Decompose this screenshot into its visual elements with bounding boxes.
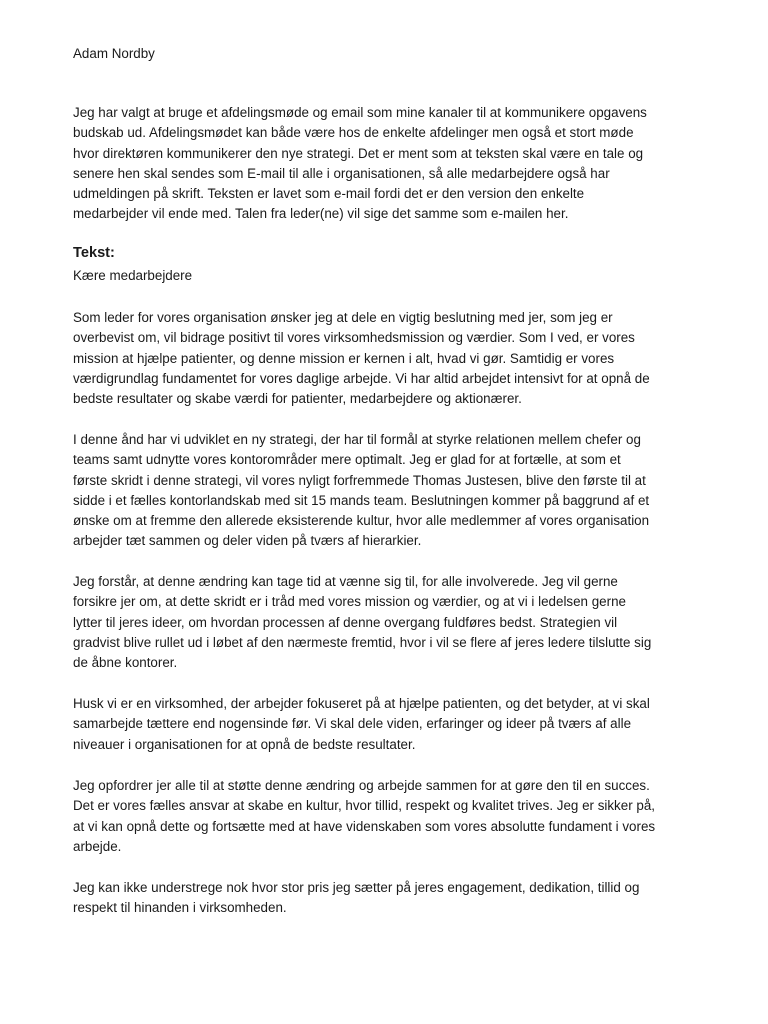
intro-paragraph: Jeg har valgt at bruge et afdelingsmøde og email som mine kanaler til at kommunikere opgavens budskab ud. Afdelingsmødet kan både være hos de enkelte afdelinger men også et stort møde hvor direktøren kommunikerer den nye strategi. Det er ment som at teksten skal være en tale og senere hen skal sendes som E-mail til alle i organisationen, så alle medarbejdere også har udmeldingen på skrift. Teksten er lavet som e-mail fordi det er den version den enkelte medarbejder vil ende med. Talen fra leder(ne) vil sige det samme som e-mailen her. bbox=[73, 105, 647, 222]
body-paragraph-4: Husk vi er en virksomhed, der arbejder fokuseret på at hjælpe patienten, og det betyder, at vi skal samarbejde tættere end nogensinde før. Vi skal dele viden, erfaringer og ideer på tværs af alle niveauer i organisationen for at opnå de bedste resultater. bbox=[73, 696, 650, 752]
body-paragraph-1: Som leder for vores organisation ønsker jeg at dele en vigtig beslutning med jer, som jeg er overbevist om, vil bidrage positivt til vores virksomhedsmission og værdier. Som I ved, er vores mission at hjælpe patienter, og denne mission er kernen i alt, hvad vi gør. Samtidig er vores værdigrundlag fundamentet for vores daglige arbejde. Vi har altid arbejdet intensivt for at opnå de bedste resultater og skabe værdi for patienter, medarbejdere og aktionærer. bbox=[73, 310, 650, 407]
section-heading: Tekst: bbox=[73, 245, 115, 261]
body-paragraph-6: Jeg kan ikke understrege nok hvor stor pris jeg sætter på jeres engagement, dedikation, tillid og respekt til hinanden i virksomheden. bbox=[73, 880, 640, 916]
body-paragraph-3: Jeg forstår, at denne ændring kan tage tid at vænne sig til, for alle involverede. Jeg vil gerne forsikre jer om, at dette skridt er i tråd med vores mission og værdier, og at vi i ledelsen gerne lytter til jeres ideer, om hvordan processen af denne overgang fuldføres bedst. Strategien vil gradvist blive rullet ud i løbet af den nærmeste fremtid, hvor i vil se flere af jeres ledere tilslutte sig de åbne kontorer. bbox=[73, 574, 652, 671]
salutation: Kære medarbejdere bbox=[73, 268, 193, 283]
author-name: Adam Nordby bbox=[73, 46, 155, 61]
body-paragraph-5: Jeg opfordrer jer alle til at støtte denne ændring og arbejde sammen for at gøre den til en succes. Det er vores fælles ansvar at skabe en kultur, hvor tillid, respekt og kvalitet trives. Jeg er sikker på, at vi kan opnå dette og fortsætte med at have videnskaben som vores absolutte fundament i vores arbejde. bbox=[73, 778, 656, 854]
body-paragraph-2: I denne ånd har vi udviklet en ny strategi, der har til formål at styrke relationen mellem chefer og teams samt udnytte vores kontorområder mere optimalt. Jeg er glad for at fortælle, at som et første skridt i denne strategi, vil vores nyligt forfremmede Thomas Justesen, blive den første til at sidde i et fælles kontorlandskab med sit 15 mands team. Beslutningen kommer på baggrund af et ønske om at fremme den allerede eksisterende kultur, hvor alle medlemmer af vores organisation arbejder tæt sammen og deler viden på tværs af hierarkier. bbox=[73, 432, 650, 549]
